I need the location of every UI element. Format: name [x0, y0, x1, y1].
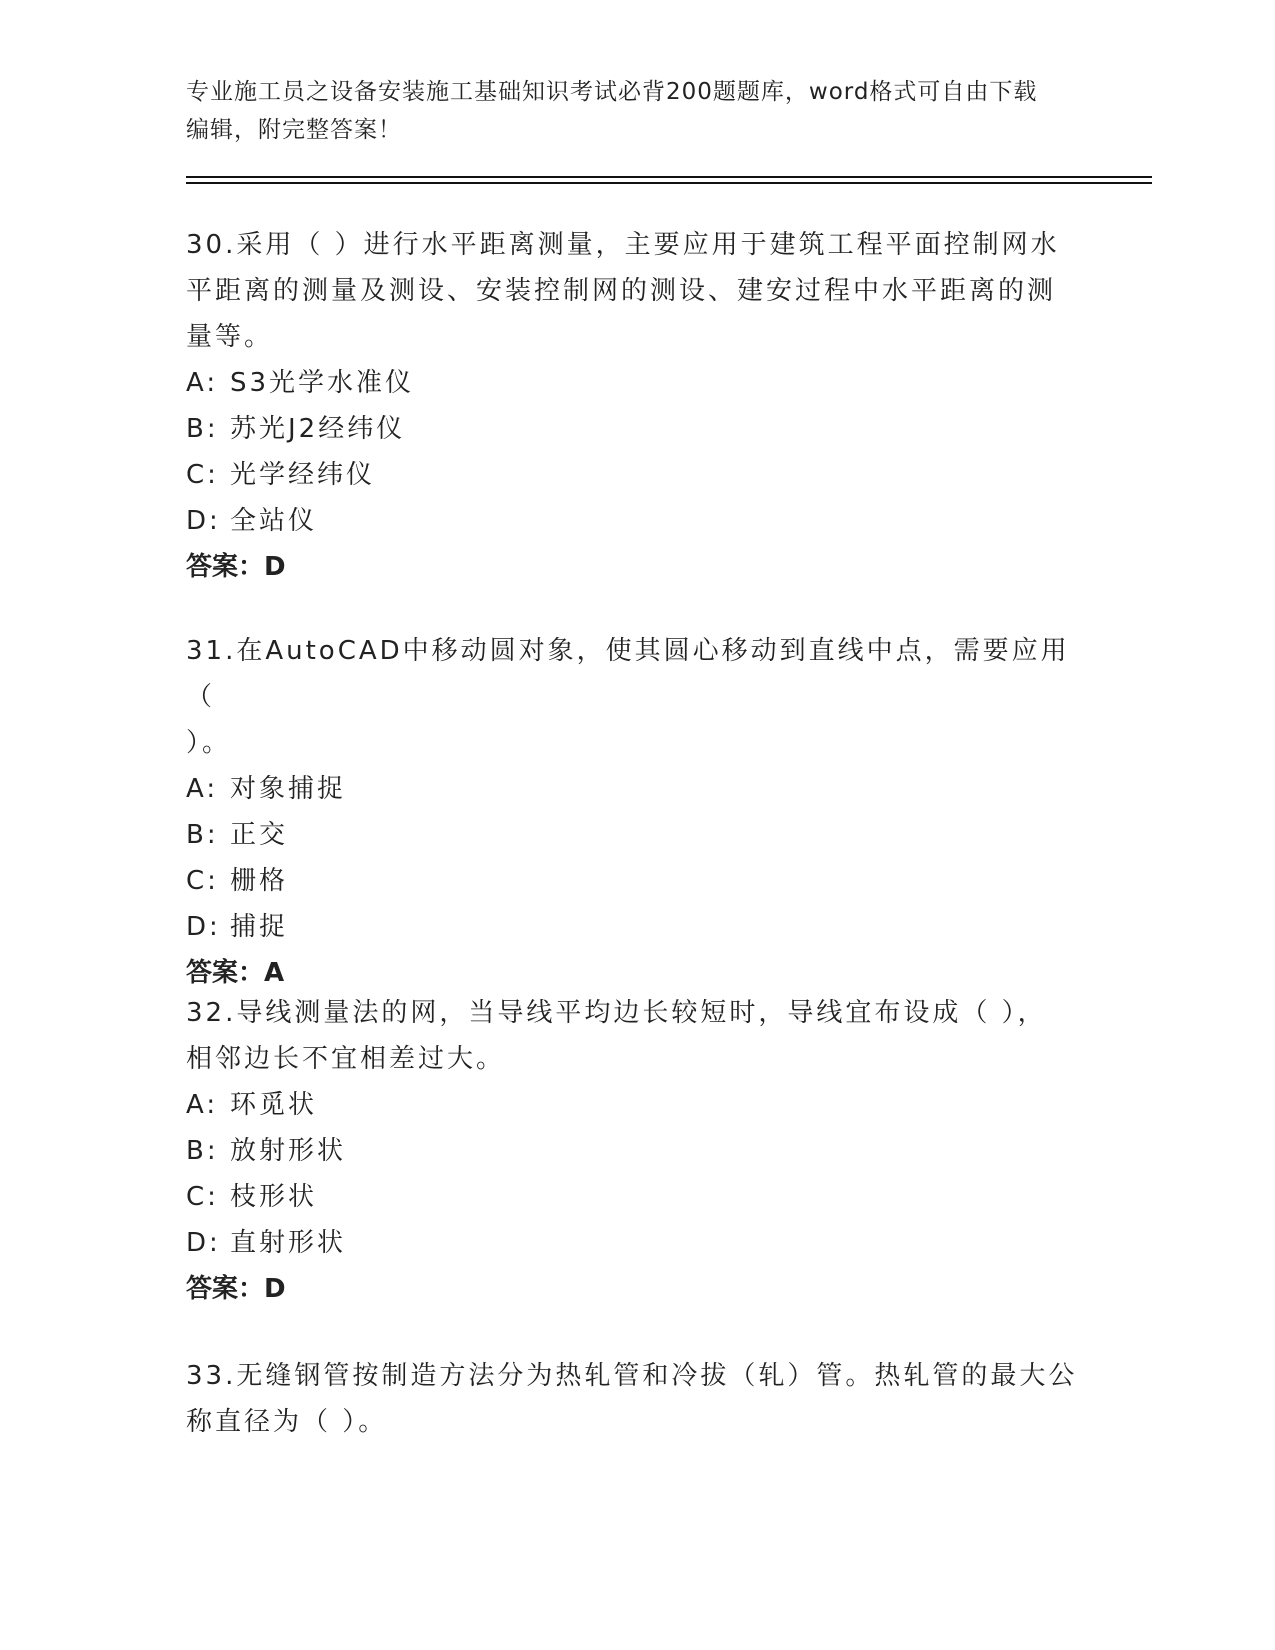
- option-text: 捕捉: [230, 912, 289, 942]
- option-b: [186, 812, 1086, 858]
- document-header: [186, 73, 1086, 149]
- option-text: 对象捕捉: [230, 774, 347, 804]
- answer-line: 答案：D: [186, 552, 286, 582]
- stem-line: 称直径为（ ）。: [186, 1407, 388, 1437]
- option-a: [186, 360, 1086, 406]
- option-list: [186, 1082, 1086, 1266]
- stem-line: 31.在AutoCAD中移动圆对象，使其圆心移动到直线中点，需要应用（: [186, 636, 1070, 712]
- question-stem: [186, 222, 1086, 360]
- option-list: [186, 766, 1086, 950]
- option-b: [186, 406, 1086, 452]
- option-text: 全站仪: [230, 506, 318, 536]
- option-letter: A:: [186, 774, 219, 804]
- option-text: 直射形状: [230, 1228, 347, 1258]
- option-c: [186, 858, 1086, 904]
- option-d: [186, 498, 1086, 544]
- option-text: 苏光J2经纬仪: [230, 414, 406, 444]
- option-d: [186, 1220, 1086, 1266]
- answer-line: 答案：A: [186, 958, 285, 988]
- question-31: [186, 628, 1086, 996]
- header-line-2: 编辑，附完整答案！: [186, 117, 402, 143]
- option-letter: D:: [186, 912, 221, 942]
- option-letter: D:: [186, 506, 221, 536]
- option-d: [186, 904, 1086, 950]
- option-a: [186, 1082, 1086, 1128]
- stem-line: ）。: [186, 728, 232, 758]
- question-stem: [186, 990, 1086, 1082]
- option-letter: A:: [186, 368, 219, 398]
- question-33: [186, 1353, 1086, 1445]
- option-text: 枝形状: [230, 1182, 318, 1212]
- question-stem: [186, 628, 1086, 766]
- header-line-1: 专业施工员之设备安装施工基础知识考试必背200题题库，word格式可自由下载: [186, 79, 1038, 105]
- question-32: [186, 990, 1086, 1312]
- option-text: 放射形状: [230, 1136, 347, 1166]
- stem-line: 30.采用（ ）进行水平距离测量，主要应用于建筑工程平面控制网水: [186, 230, 1060, 260]
- option-letter: B:: [186, 1136, 219, 1166]
- option-list: [186, 360, 1086, 544]
- question-stem: [186, 1353, 1086, 1445]
- option-letter: A:: [186, 1090, 219, 1120]
- header-divider-bottom: [186, 182, 1152, 184]
- option-letter: B:: [186, 820, 219, 850]
- answer-line: 答案：D: [186, 1274, 286, 1304]
- stem-line: 相邻边长不宜相差过大。: [186, 1044, 506, 1074]
- option-text: 正交: [230, 820, 289, 850]
- option-text: S3光学水准仪: [230, 368, 415, 398]
- option-letter: C:: [186, 1182, 219, 1212]
- header-divider-top: [186, 176, 1152, 178]
- question-30: [186, 222, 1086, 590]
- stem-line: 量等。: [186, 322, 274, 352]
- option-b: [186, 1128, 1086, 1174]
- option-text: 栅格: [230, 866, 289, 896]
- option-a: [186, 766, 1086, 812]
- option-text: 光学经纬仪: [230, 460, 376, 490]
- option-text: 环觅状: [230, 1090, 318, 1120]
- option-letter: C:: [186, 460, 219, 490]
- stem-line: 33.无缝钢管按制造方法分为热轧管和冷拔（轧）管。热轧管的最大公: [186, 1361, 1078, 1391]
- option-c: [186, 1174, 1086, 1220]
- stem-line: 平距离的测量及测设、安装控制网的测设、建安过程中水平距离的测: [186, 276, 1057, 306]
- stem-line: 32.导线测量法的网，当导线平均边长较短时，导线宜布设成（ ），: [186, 998, 1047, 1028]
- option-letter: D:: [186, 1228, 221, 1258]
- option-c: [186, 452, 1086, 498]
- option-letter: B:: [186, 414, 219, 444]
- option-letter: C:: [186, 866, 219, 896]
